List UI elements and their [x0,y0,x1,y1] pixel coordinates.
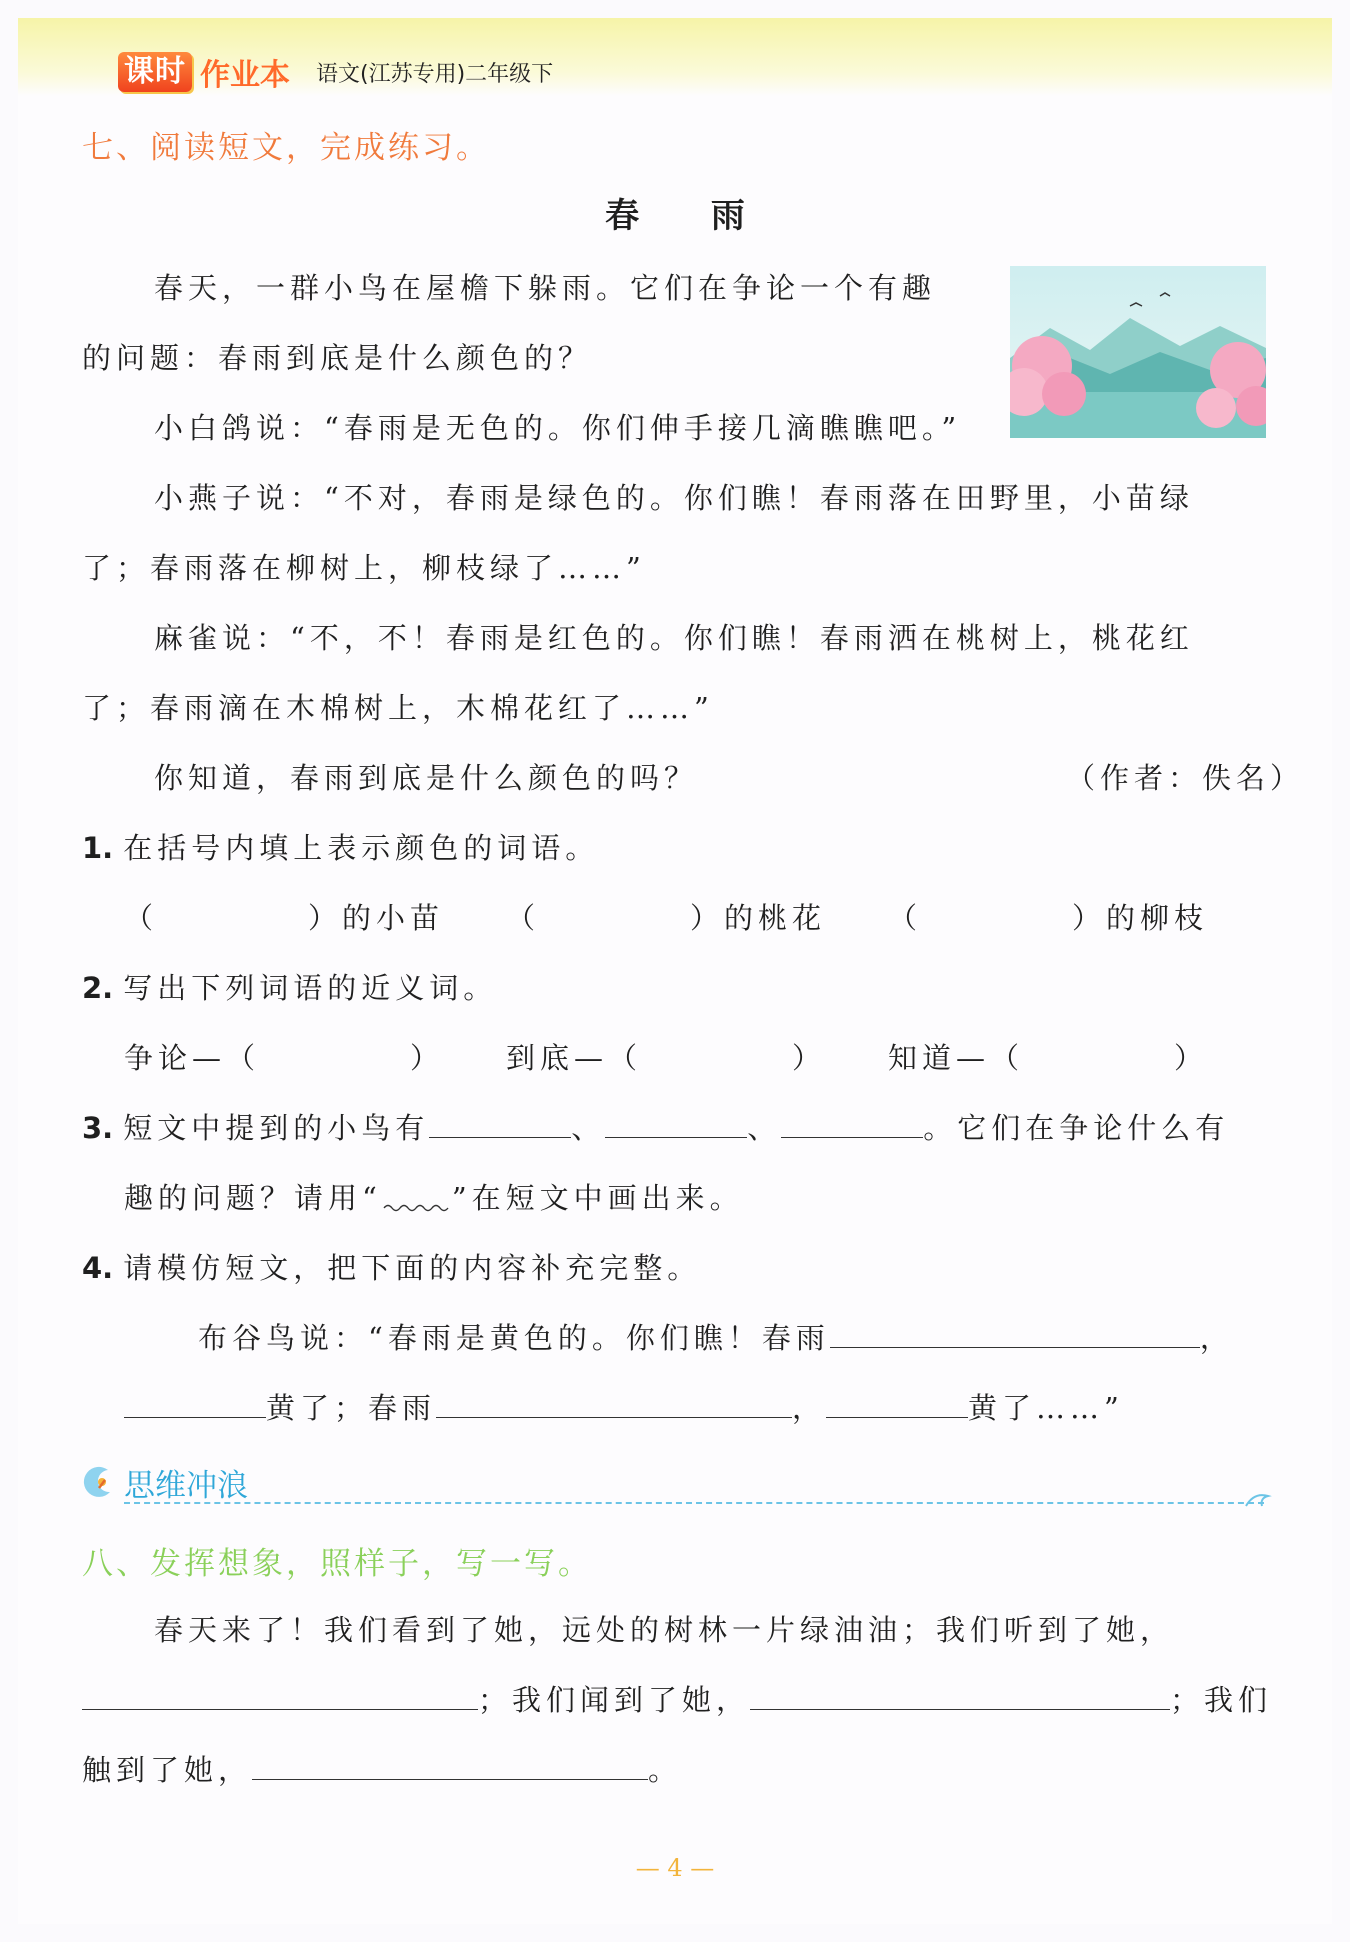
q3-blank-1[interactable] [429,1111,571,1138]
s8-line3-text-a: 触到了她， [82,1753,253,1787]
q3-sep-1: 、 [571,1111,606,1145]
s8-blank-1[interactable] [82,1683,478,1710]
q2-item-3: 知道— [888,1041,991,1075]
q2-item-1: 争论— [124,1041,227,1075]
section7-title: 七、阅读短文，完成练习。 [82,130,490,166]
wavy-underline-icon [382,1192,452,1214]
banner-label: 思维冲浪 [124,1468,248,1504]
q2-blank-3[interactable]: 知道—（ ） [888,1041,1209,1075]
q2-item-2: 到底— [506,1041,609,1075]
question-3-number: 3. [82,1111,114,1145]
q4-comma-2: ， [792,1391,827,1425]
question-2-text: 写出下列词语的近义词。 [123,971,498,1005]
q3-sep-2: 、 [747,1111,782,1145]
q1-blank-1[interactable]: （ ）的小苗 [124,901,445,935]
logo-name: 作业本 [200,58,290,93]
banner-dashed-line [124,1502,1264,1504]
question-4-number: 4. [82,1251,114,1285]
q1-item-2: 的桃花 [724,901,827,935]
q4-blank-2[interactable] [124,1391,266,1418]
paragraph-4a: 麻雀说：“不，不！春雨是红色的。你们瞧！春雨洒在桃树上，桃花红 [154,621,1194,655]
paragraph-2: 小白鸽说：“春雨是无色的。你们伸手接几滴瞧瞧吧。” [154,411,962,445]
paragraph-3a: 小燕子说：“不对，春雨是绿色的。你们瞧！春雨落在田野里，小苗绿 [154,481,1194,515]
section8-line1: 春天来了！我们看到了她，远处的树林一片绿油油；我们听到了她， [154,1613,1175,1647]
section8-title: 八、发挥想象，照样子，写一写。 [82,1546,592,1582]
wave-icon [1244,1490,1274,1510]
q4-blank-3[interactable] [436,1391,792,1418]
question-2 [82,966,497,1007]
s8-line2-text-b: ；我们 [1170,1683,1273,1717]
q4-line1-text: 布谷鸟说：“春雨是黄色的。你们瞧！春雨 [198,1321,830,1355]
section8-line2 [82,1678,1272,1719]
question-1-number: 1. [82,831,114,865]
s8-line2-text-a: ；我们闻到了她， [478,1683,751,1717]
q1-item-3: 的柳枝 [1106,901,1209,935]
paragraph-3b: 了；春雨落在柳树上，柳枝绿了……” [82,551,646,585]
q4-blank-1[interactable] [830,1321,1200,1348]
q1-blank-3[interactable]: （ ）的柳枝 [888,901,1209,935]
paragraph-4b: 了；春雨滴在木棉树上，木棉花红了……” [82,691,714,725]
surf-icon [78,1462,116,1500]
passage-author: （作者：佚名） [1066,761,1305,795]
paragraph-1a: 春天，一群小鸟在屋檐下躲雨。它们在争论一个有趣 [154,271,937,305]
q3-blank-2[interactable] [605,1111,747,1138]
question-1 [82,826,599,867]
q3-blank-3[interactable] [781,1111,923,1138]
passage-title: 春 雨 [605,196,775,236]
question-3-text-a: 短文中提到的小鸟有 [123,1111,430,1145]
logo-badge: 课时 [118,52,192,92]
header-logo [118,50,553,94]
q2-blank-1[interactable]: 争论—（ ） [124,1041,445,1075]
question-2-number: 2. [82,971,114,1005]
q4-line2-text-b: 黄了……” [968,1391,1124,1425]
question-4-line2 [124,1386,1124,1427]
s8-blank-2[interactable] [750,1683,1170,1710]
s8-line3-text-b: 。 [648,1753,683,1787]
question-4-text: 请模仿短文，把下面的内容补充完整。 [123,1251,702,1285]
paragraph-1b: 的问题：春雨到底是什么颜色的？ [82,341,593,375]
spring-rain-illustration [1010,266,1266,438]
paragraph-5: 你知道，春雨到底是什么颜色的吗？ [154,761,699,795]
q4-comma-1: ， [1199,1321,1234,1355]
q1-blank-2[interactable]: （ ）的桃花 [506,901,827,935]
question-4 [82,1246,701,1287]
question-4-line1 [198,1316,1234,1357]
q4-blank-4[interactable] [826,1391,968,1418]
page-number: — 4 — [635,1854,715,1882]
page-number-value: 4 [667,1854,683,1882]
question-1-text: 在括号内填上表示颜色的词语。 [123,831,600,865]
book-subtitle: 语文(江苏专用)二年级下 [316,61,554,87]
question-3-text-b: 。它们在争论什么有 [923,1111,1230,1145]
q4-line2-text-a: 黄了；春雨 [266,1391,437,1425]
s8-blank-3[interactable] [252,1753,648,1780]
question-3-line2 [124,1176,744,1217]
question-3-text-d: ”在短文中画出来。 [451,1181,744,1215]
thinking-surf-banner [78,1460,1274,1504]
question-3 [82,1106,1229,1147]
question-3-text-c: 趣的问题？请用“ [124,1181,382,1215]
section8-line3 [82,1748,682,1789]
q1-item-1: 的小苗 [342,901,445,935]
q2-blank-2[interactable]: 到底—（ ） [506,1041,827,1075]
